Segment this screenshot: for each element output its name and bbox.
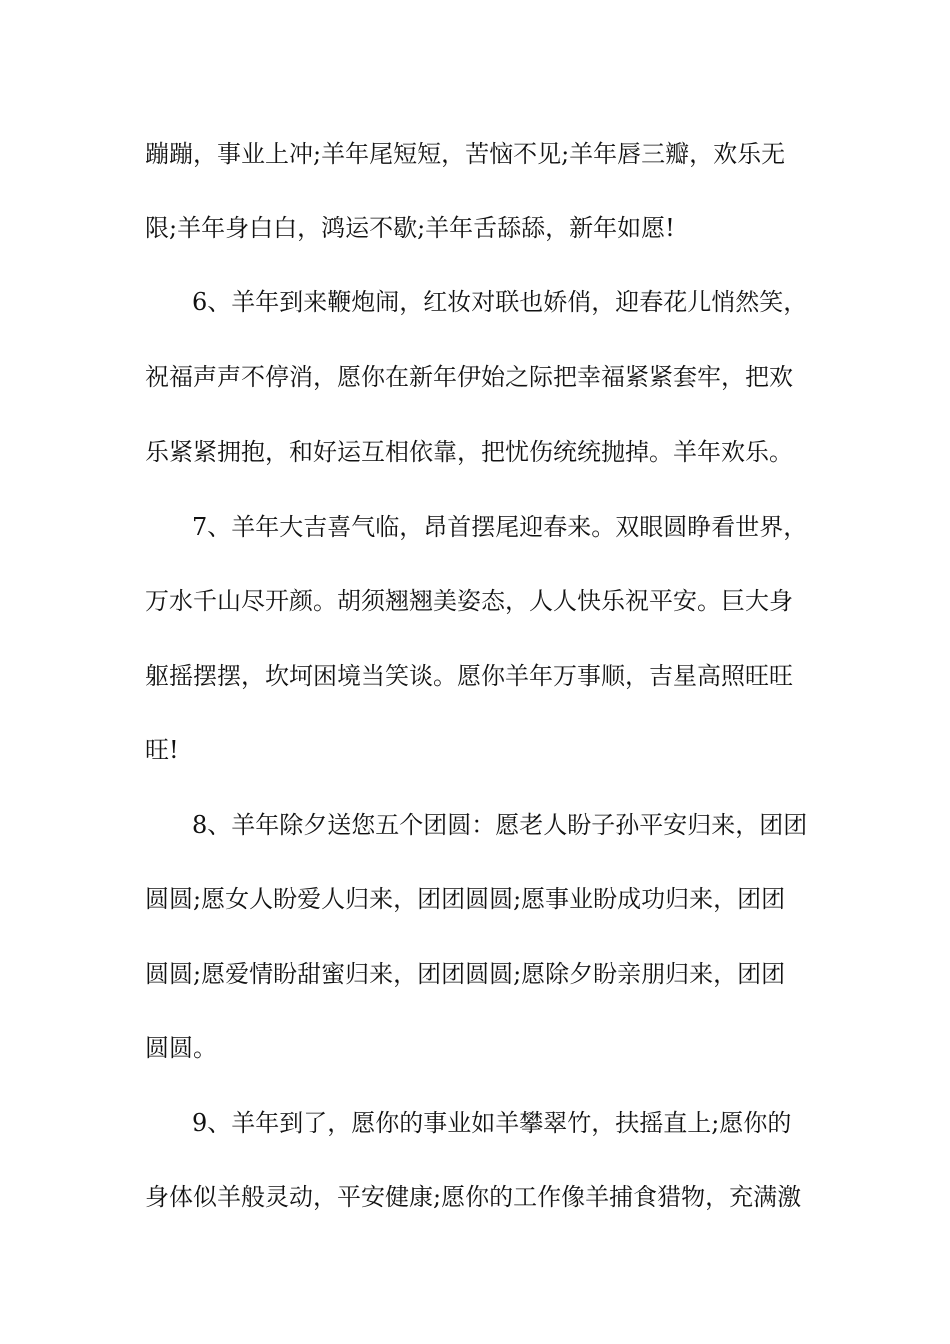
text-line: 躯摇摆摆，坎坷困境当笑谈。愿你羊年万事顺，吉星高照旺旺 bbox=[145, 662, 793, 690]
text-line: 圆圆;愿女人盼爱人归来，团团圆圆;愿事业盼成功归来，团团 bbox=[145, 885, 786, 913]
text-line: 圆圆。 bbox=[145, 1034, 217, 1062]
text-line: 蹦蹦，事业上冲;羊年尾短短，苦恼不见;羊年唇三瓣，欢乐无 bbox=[145, 140, 786, 168]
text-line: 祝福声声不停消，愿你在新年伊始之际把幸福紧紧套牢，把欢 bbox=[145, 363, 793, 391]
paragraph-start-line: 9、羊年到了，愿你的事业如羊攀翠竹，扶摇直上;愿你的 bbox=[192, 1109, 792, 1137]
paragraph-start-line: 6、羊年到来鞭炮闹，红妆对联也娇俏，迎春花儿悄然笑， bbox=[192, 288, 808, 316]
text-line: 万水千山尽开颜。胡须翘翘美姿态，人人快乐祝平安。巨大身 bbox=[145, 587, 793, 615]
text-line: 身体似羊般灵动，平安健康;愿你的工作像羊捕食猎物，充满激 bbox=[145, 1183, 802, 1211]
text-line: 圆圆;愿爱情盼甜蜜归来，团团圆圆;愿除夕盼亲朋归来，团团 bbox=[145, 960, 786, 988]
text-line: 乐紧紧拥抱，和好运互相依靠，把忧伤统统抛掉。羊年欢乐。 bbox=[145, 438, 793, 466]
paragraph-start-line: 8、羊年除夕送您五个团圆：愿老人盼子孙平安归来，团团 bbox=[192, 811, 808, 839]
text-line: 旺! bbox=[145, 736, 179, 764]
paragraph-start-line: 7、羊年大吉喜气临，昂首摆尾迎春来。双眼圆睁看世界， bbox=[192, 513, 808, 541]
text-line: 限;羊年身白白，鸿运不歇;羊年舌舔舔，新年如愿! bbox=[145, 214, 675, 242]
